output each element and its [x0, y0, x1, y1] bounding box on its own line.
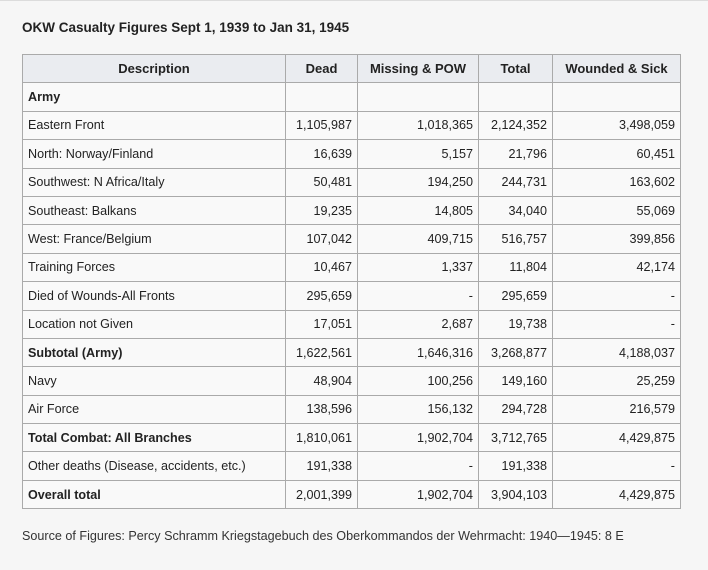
- cell-missing-pow: [358, 83, 479, 111]
- cell-total: 21,796: [479, 140, 553, 168]
- cell-total: 34,040: [479, 196, 553, 224]
- cell-description: Subtotal (Army): [23, 338, 286, 366]
- cell-missing-pow: 1,018,365: [358, 111, 479, 139]
- cell-description: West: France/Belgium: [23, 225, 286, 253]
- column-header-description: Description: [23, 55, 286, 83]
- cell-dead: 1,105,987: [286, 111, 358, 139]
- cell-description: Southwest: N Africa/Italy: [23, 168, 286, 196]
- cell-dead: [286, 83, 358, 111]
- cell-dead: 16,639: [286, 140, 358, 168]
- column-header-wounded-sick: Wounded & Sick: [553, 55, 681, 83]
- cell-dead: 17,051: [286, 310, 358, 338]
- table-row: [23, 395, 681, 423]
- column-header-total: Total: [479, 55, 553, 83]
- cell-total: 149,160: [479, 367, 553, 395]
- cell-dead: 295,659: [286, 282, 358, 310]
- cell-missing-pow: 156,132: [358, 395, 479, 423]
- column-header-missing-pow: Missing & POW: [358, 55, 479, 83]
- cell-dead: 50,481: [286, 168, 358, 196]
- cell-wounded-sick: 163,602: [553, 168, 681, 196]
- cell-description: Total Combat: All Branches: [23, 424, 286, 452]
- cell-total: 3,712,765: [479, 424, 553, 452]
- cell-total: 19,738: [479, 310, 553, 338]
- cell-description: Navy: [23, 367, 286, 395]
- cell-wounded-sick: -: [553, 310, 681, 338]
- cell-description: Southeast: Balkans: [23, 196, 286, 224]
- cell-missing-pow: -: [358, 452, 479, 480]
- table-row: [23, 452, 681, 480]
- cell-wounded-sick: 25,259: [553, 367, 681, 395]
- cell-dead: 191,338: [286, 452, 358, 480]
- table-row: [23, 310, 681, 338]
- cell-wounded-sick: 4,429,875: [553, 480, 681, 508]
- cell-wounded-sick: 42,174: [553, 253, 681, 281]
- table-row: [23, 367, 681, 395]
- table-row: [23, 225, 681, 253]
- cell-dead: 2,001,399: [286, 480, 358, 508]
- cell-description: Overall total: [23, 480, 286, 508]
- table-header-row: [23, 55, 681, 83]
- cell-dead: 138,596: [286, 395, 358, 423]
- cell-total: [479, 83, 553, 111]
- cell-missing-pow: 1,902,704: [358, 480, 479, 508]
- cell-description: Training Forces: [23, 253, 286, 281]
- table-row: [23, 168, 681, 196]
- cell-total: 191,338: [479, 452, 553, 480]
- table-row: [23, 111, 681, 139]
- cell-wounded-sick: 4,429,875: [553, 424, 681, 452]
- cell-dead: 19,235: [286, 196, 358, 224]
- cell-wounded-sick: 399,856: [553, 225, 681, 253]
- page-title: OKW Casualty Figures Sept 1, 1939 to Jan 31, 1945: [22, 20, 350, 35]
- cell-missing-pow: 100,256: [358, 367, 479, 395]
- cell-total: 3,904,103: [479, 480, 553, 508]
- cell-wounded-sick: 3,498,059: [553, 111, 681, 139]
- table-row: [23, 480, 681, 508]
- cell-description: Other deaths (Disease, accidents, etc.): [23, 452, 286, 480]
- cell-missing-pow: 1,646,316: [358, 338, 479, 366]
- cell-description: Died of Wounds-All Fronts: [23, 282, 286, 310]
- cell-dead: 107,042: [286, 225, 358, 253]
- table-row: [23, 282, 681, 310]
- column-header-dead: Dead: [286, 55, 358, 83]
- cell-dead: 10,467: [286, 253, 358, 281]
- cell-description: Air Force: [23, 395, 286, 423]
- cell-missing-pow: 1,902,704: [358, 424, 479, 452]
- cell-dead: 48,904: [286, 367, 358, 395]
- cell-total: 2,124,352: [479, 111, 553, 139]
- table-row: [23, 140, 681, 168]
- cell-wounded-sick: 60,451: [553, 140, 681, 168]
- table-row: [23, 253, 681, 281]
- cell-missing-pow: -: [358, 282, 479, 310]
- table-row: [23, 338, 681, 366]
- table-row: [23, 196, 681, 224]
- cell-total: 3,268,877: [479, 338, 553, 366]
- cell-missing-pow: 14,805: [358, 196, 479, 224]
- cell-dead: 1,810,061: [286, 424, 358, 452]
- cell-wounded-sick: -: [553, 282, 681, 310]
- cell-missing-pow: 194,250: [358, 168, 479, 196]
- table-row: [23, 424, 681, 452]
- cell-total: 294,728: [479, 395, 553, 423]
- cell-wounded-sick: 4,188,037: [553, 338, 681, 366]
- cell-description: Location not Given: [23, 310, 286, 338]
- cell-missing-pow: 409,715: [358, 225, 479, 253]
- cell-missing-pow: 1,337: [358, 253, 479, 281]
- table-body: [23, 83, 681, 509]
- cell-missing-pow: 5,157: [358, 140, 479, 168]
- cell-total: 516,757: [479, 225, 553, 253]
- cell-description: Army: [23, 83, 286, 111]
- cell-wounded-sick: [553, 83, 681, 111]
- casualty-table: [22, 54, 681, 509]
- cell-missing-pow: 2,687: [358, 310, 479, 338]
- cell-total: 244,731: [479, 168, 553, 196]
- cell-description: North: Norway/Finland: [23, 140, 286, 168]
- cell-total: 11,804: [479, 253, 553, 281]
- cell-wounded-sick: -: [553, 452, 681, 480]
- cell-wounded-sick: 216,579: [553, 395, 681, 423]
- cell-wounded-sick: 55,069: [553, 196, 681, 224]
- cell-description: Eastern Front: [23, 111, 286, 139]
- cell-total: 295,659: [479, 282, 553, 310]
- cell-dead: 1,622,561: [286, 338, 358, 366]
- source-note: Source of Figures: Percy Schramm Kriegstagebuch des Oberkommandos der Wehrmacht: 1940—1945: 8 E: [22, 529, 624, 543]
- table-row: [23, 83, 681, 111]
